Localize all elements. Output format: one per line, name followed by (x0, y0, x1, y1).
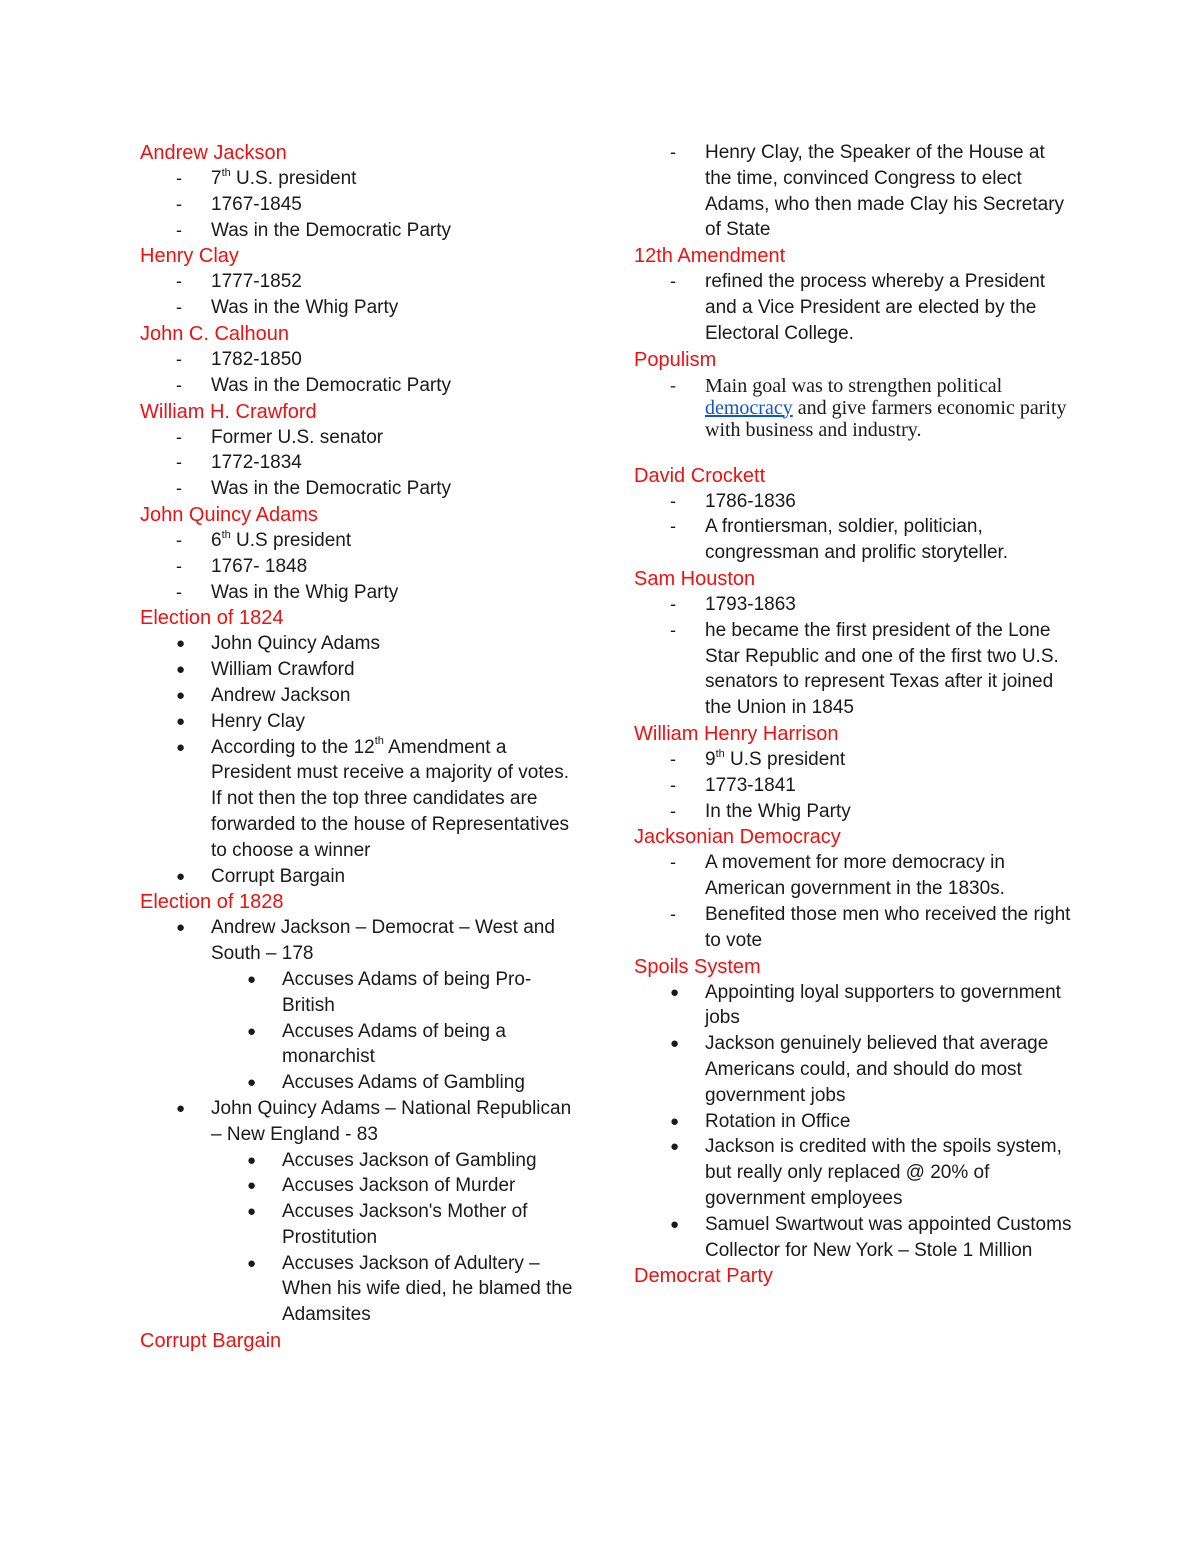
sub-bullet-item: ● Accuses Adams of being Pro-British (247, 968, 532, 1016)
list-item: - 1773-1841 (634, 773, 1074, 799)
heading-john-quincy-adams: John Quincy Adams (140, 503, 318, 526)
bullet-marker: ● (176, 1099, 186, 1117)
dash-marker: - (176, 168, 182, 188)
dash-marker: - (176, 426, 182, 447)
dash-marker: - (670, 748, 676, 769)
dash-marker: - (670, 516, 676, 537)
list-item: - Former U.S. senator (140, 425, 580, 451)
heading-john-calhoun: John C. Calhoun (140, 322, 289, 345)
bullet-item: ● Andrew Jackson – Democrat – West and South – 178 (176, 917, 555, 965)
bullet-marker: ● (176, 738, 186, 756)
bullet-marker: ● (247, 1203, 257, 1221)
bullet-marker: ● (176, 661, 186, 679)
heading-populism: Populism (634, 348, 717, 371)
bullet-marker: ● (176, 686, 186, 704)
dash-marker: - (670, 852, 676, 873)
list-item: - Was in the Whig Party (140, 580, 580, 606)
dash-marker: - (176, 193, 182, 214)
dash-marker: - (670, 903, 676, 924)
bullet-item: ● Henry Clay (140, 709, 580, 735)
bullet-marker: ● (247, 1254, 257, 1272)
bullet-marker: ● (670, 1035, 680, 1053)
list-item: - A movement for more democracy in American government in the 1830s. (670, 852, 1005, 900)
sub-bullet-item: ● Accuses Jackson's Mother of Prostitution (247, 1201, 528, 1248)
sub-bullet-item: ● Accuses Adams of Gambling (140, 1070, 580, 1096)
list-item: - 9th U.S president (634, 747, 1074, 773)
heading-henry-clay: Henry Clay (140, 245, 239, 268)
heading-sam-houston: Sam Houston (634, 567, 756, 590)
bullet-marker: ● (670, 1138, 680, 1156)
list-item: - Was in the Whig Party (140, 295, 580, 321)
heading-andrew-jackson: Andrew Jackson (140, 142, 287, 164)
list-item: - 1786-1836 (634, 489, 1074, 515)
dash-marker: - (176, 452, 182, 473)
list-item: - 7th U.S. president (140, 166, 580, 192)
heading-david-crockett: David Crockett (634, 464, 766, 487)
bullet-marker: ● (670, 1215, 680, 1233)
dash-marker: - (670, 142, 676, 162)
list-item: - 1782-1850 (140, 347, 580, 373)
dash-marker: - (176, 478, 182, 499)
list-item: - refined the process whereby a President and a Vice President are elected by the Electoral College. (670, 271, 1046, 344)
sub-bullet-item: ● Accuses Jackson of Adultery – When his wife died, he blamed the Adamsites (247, 1252, 573, 1326)
heading-corrupt-bargain: Corrupt Bargain (140, 1330, 282, 1353)
bullet-item: ● According to the 12th Amendment a President must receive a majority of votes. If not then the top three candidates are forwarded to the house of Representatives to choose a winner (176, 735, 570, 861)
bullet-marker: ● (670, 983, 680, 1001)
dash-marker: - (176, 581, 182, 602)
dash-marker: - (670, 593, 676, 614)
dash-marker: - (176, 348, 182, 369)
list-item: - Henry Clay, the Speaker of the House at the time, convinced Congress to elect Adams, who then made Clay his Secretary of State (670, 142, 1065, 241)
list-item: - 1777-1852 (140, 269, 580, 295)
bullet-item: ● Samuel Swartwout was appointed Customs Collector for New York – Stole 1 Million (670, 1213, 1072, 1261)
bullet-marker: ● (247, 1151, 257, 1169)
heading-democrat-party: Democrat Party (634, 1265, 773, 1288)
list-item: - Was in the Democratic Party (140, 476, 580, 502)
dash-marker: - (670, 800, 676, 821)
dash-marker: - (670, 619, 676, 640)
bullet-marker: ● (247, 1074, 257, 1092)
heading-spoils-system: Spoils System (634, 955, 761, 978)
list-item: - 1767- 1848 (140, 554, 580, 580)
sub-bullet-item: ● Accuses Adams of being a monarchist (247, 1020, 506, 1068)
right-column (634, 140, 1074, 1289)
heading-william-henry-harrison: William Henry Harrison (634, 722, 839, 745)
left-column (140, 140, 580, 1354)
dash-marker: - (176, 374, 182, 395)
bullet-marker: ● (176, 867, 186, 885)
list-item: - Was in the Democratic Party (140, 373, 580, 399)
sub-bullet-item: ● Accuses Jackson of Murder (140, 1173, 580, 1199)
heading-election-1824: Election of 1824 (140, 607, 284, 630)
list-item: - 1772-1834 (140, 450, 580, 476)
spacer (634, 443, 1074, 463)
bullet-marker: ● (176, 919, 186, 937)
bullet-marker: ● (247, 1022, 257, 1040)
dash-marker: - (670, 374, 676, 395)
bullet-marker: ● (176, 712, 186, 730)
dash-marker: - (670, 490, 676, 511)
bullet-item: ● Appointing loyal supporters to government jobs (670, 981, 1061, 1029)
bullet-marker: ● (247, 1177, 257, 1195)
list-item: - Benefited those men who received the right to vote (670, 903, 1071, 951)
heading-12th-amendment: 12th Amendment (634, 245, 786, 268)
dash-marker: - (176, 219, 182, 240)
bullet-marker: ● (176, 635, 186, 653)
heading-william-crawford: William H. Crawford (140, 400, 317, 423)
bullet-marker: ● (670, 1112, 680, 1130)
dash-marker: - (176, 297, 182, 318)
bullet-item: ● Jackson is credited with the spoils system, but really only replaced @ 20% of government employees (670, 1136, 1062, 1209)
bullet-item: ● John Quincy Adams (140, 631, 580, 657)
list-item: - Was in the Democratic Party (140, 218, 580, 244)
dash-marker: - (670, 271, 676, 292)
list-item: - 1767-1845 (140, 192, 580, 218)
democracy-link[interactable]: democracy (705, 396, 793, 419)
sub-bullet-item: ● Accuses Jackson of Gambling (140, 1148, 580, 1174)
heading-election-1828: Election of 1828 (140, 891, 284, 914)
list-item: - Main goal was to strengthen political democracy and give farmers economic parity with business and industry. (670, 374, 1067, 441)
bullet-item: ● William Crawford (140, 657, 580, 683)
list-item: - In the Whig Party (634, 799, 1074, 825)
bullet-marker: ● (247, 970, 257, 988)
bullet-item: ● John Quincy Adams – National Republican – New England - 83 (176, 1097, 572, 1145)
list-item: - 1793-1863 (634, 592, 1074, 618)
list-item: - he became the first president of the Lone Star Republic and one of the first two U.S. senators to represent Texas after it joined the Union in 1845 (670, 619, 1059, 719)
bullet-item: ● Rotation in Office (634, 1109, 1074, 1135)
dash-marker: - (670, 774, 676, 795)
dash-marker: - (176, 529, 182, 550)
list-item: - 6th U.S president (140, 528, 580, 554)
dash-marker: - (176, 555, 182, 576)
bullet-item: ● Andrew Jackson (140, 683, 580, 709)
bullet-item: ● Jackson genuinely believed that average Americans could, and should do most government jobs (670, 1033, 1049, 1106)
list-item: - A frontiersman, soldier, politician, congressman and prolific storyteller. (670, 516, 1009, 564)
bullet-item: ● Corrupt Bargain (140, 864, 580, 890)
dash-marker: - (176, 271, 182, 292)
heading-jacksonian-democracy: Jacksonian Democracy (634, 826, 841, 849)
